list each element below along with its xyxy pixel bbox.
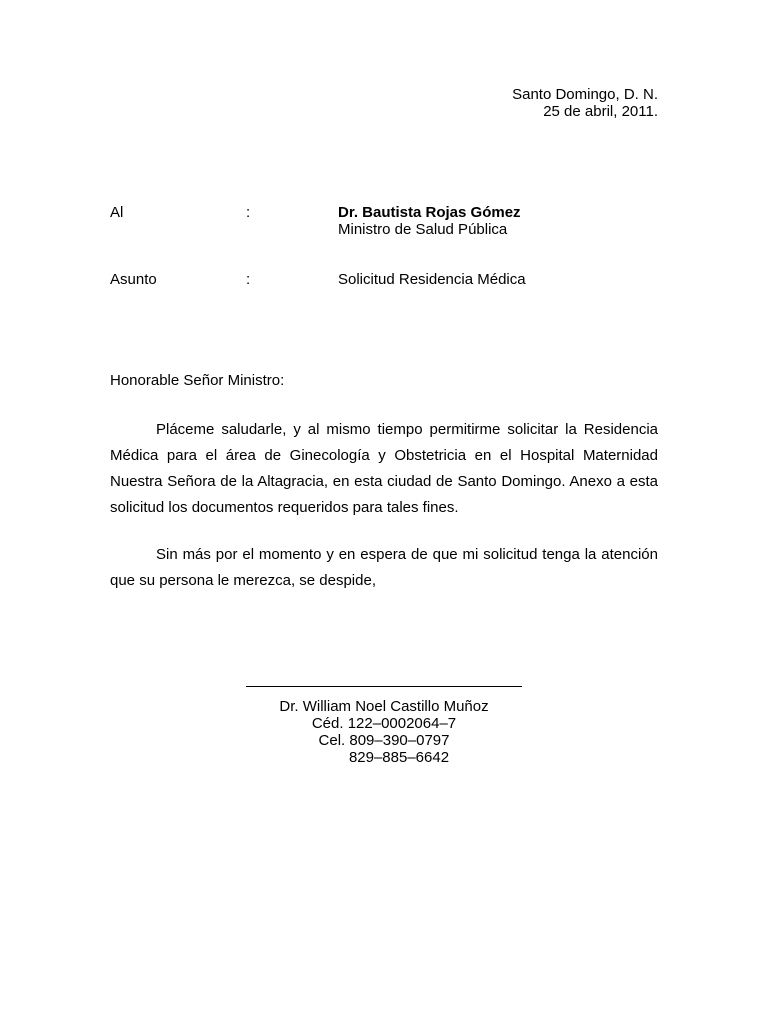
salutation: Honorable Señor Ministro:	[110, 372, 285, 389]
body-paragraph-2: Sin más por el momento y en espera de que mi solicitud tenga la atención que su persona le merezca, se despide,	[110, 546, 658, 589]
place: Santo Domingo, D. N.	[512, 86, 658, 103]
signer-phone-2: 829–885–6642	[348, 749, 450, 766]
date: 25 de abril, 2011.	[543, 103, 658, 120]
body-paragraph-1: Pláceme saludarle, y al mismo tiempo permitirme solicitar la Residencia Médica para el área de Ginecología y Obstetricia en el Hospital Maternidad Nuestra Señora de la Altagracia, en esta ciudad de Santo Domingo. Anexo a esta solicitud los documentos requeridos para tales fines.	[110, 421, 658, 516]
subject-value: Solicitud Residencia Médica	[338, 271, 526, 288]
subject-colon: :	[246, 271, 251, 288]
signer-name: Dr. William Noel Castillo Muñoz	[279, 698, 489, 715]
recipient-title: Ministro de Salud Pública	[338, 221, 508, 238]
subject-label: Asunto	[110, 271, 157, 288]
recipient-colon: :	[246, 204, 251, 221]
recipient-name: Dr. Bautista Rojas Gómez	[338, 204, 521, 221]
recipient-label: Al	[110, 204, 124, 221]
signature-line	[246, 686, 522, 687]
place-date-block	[512, 86, 658, 120]
signer-phone: Cel. 809–390–0797	[318, 732, 450, 749]
signer-id: Céd. 122–0002064–7	[311, 715, 457, 732]
recipient-value	[338, 204, 521, 238]
signature-block	[246, 698, 522, 766]
